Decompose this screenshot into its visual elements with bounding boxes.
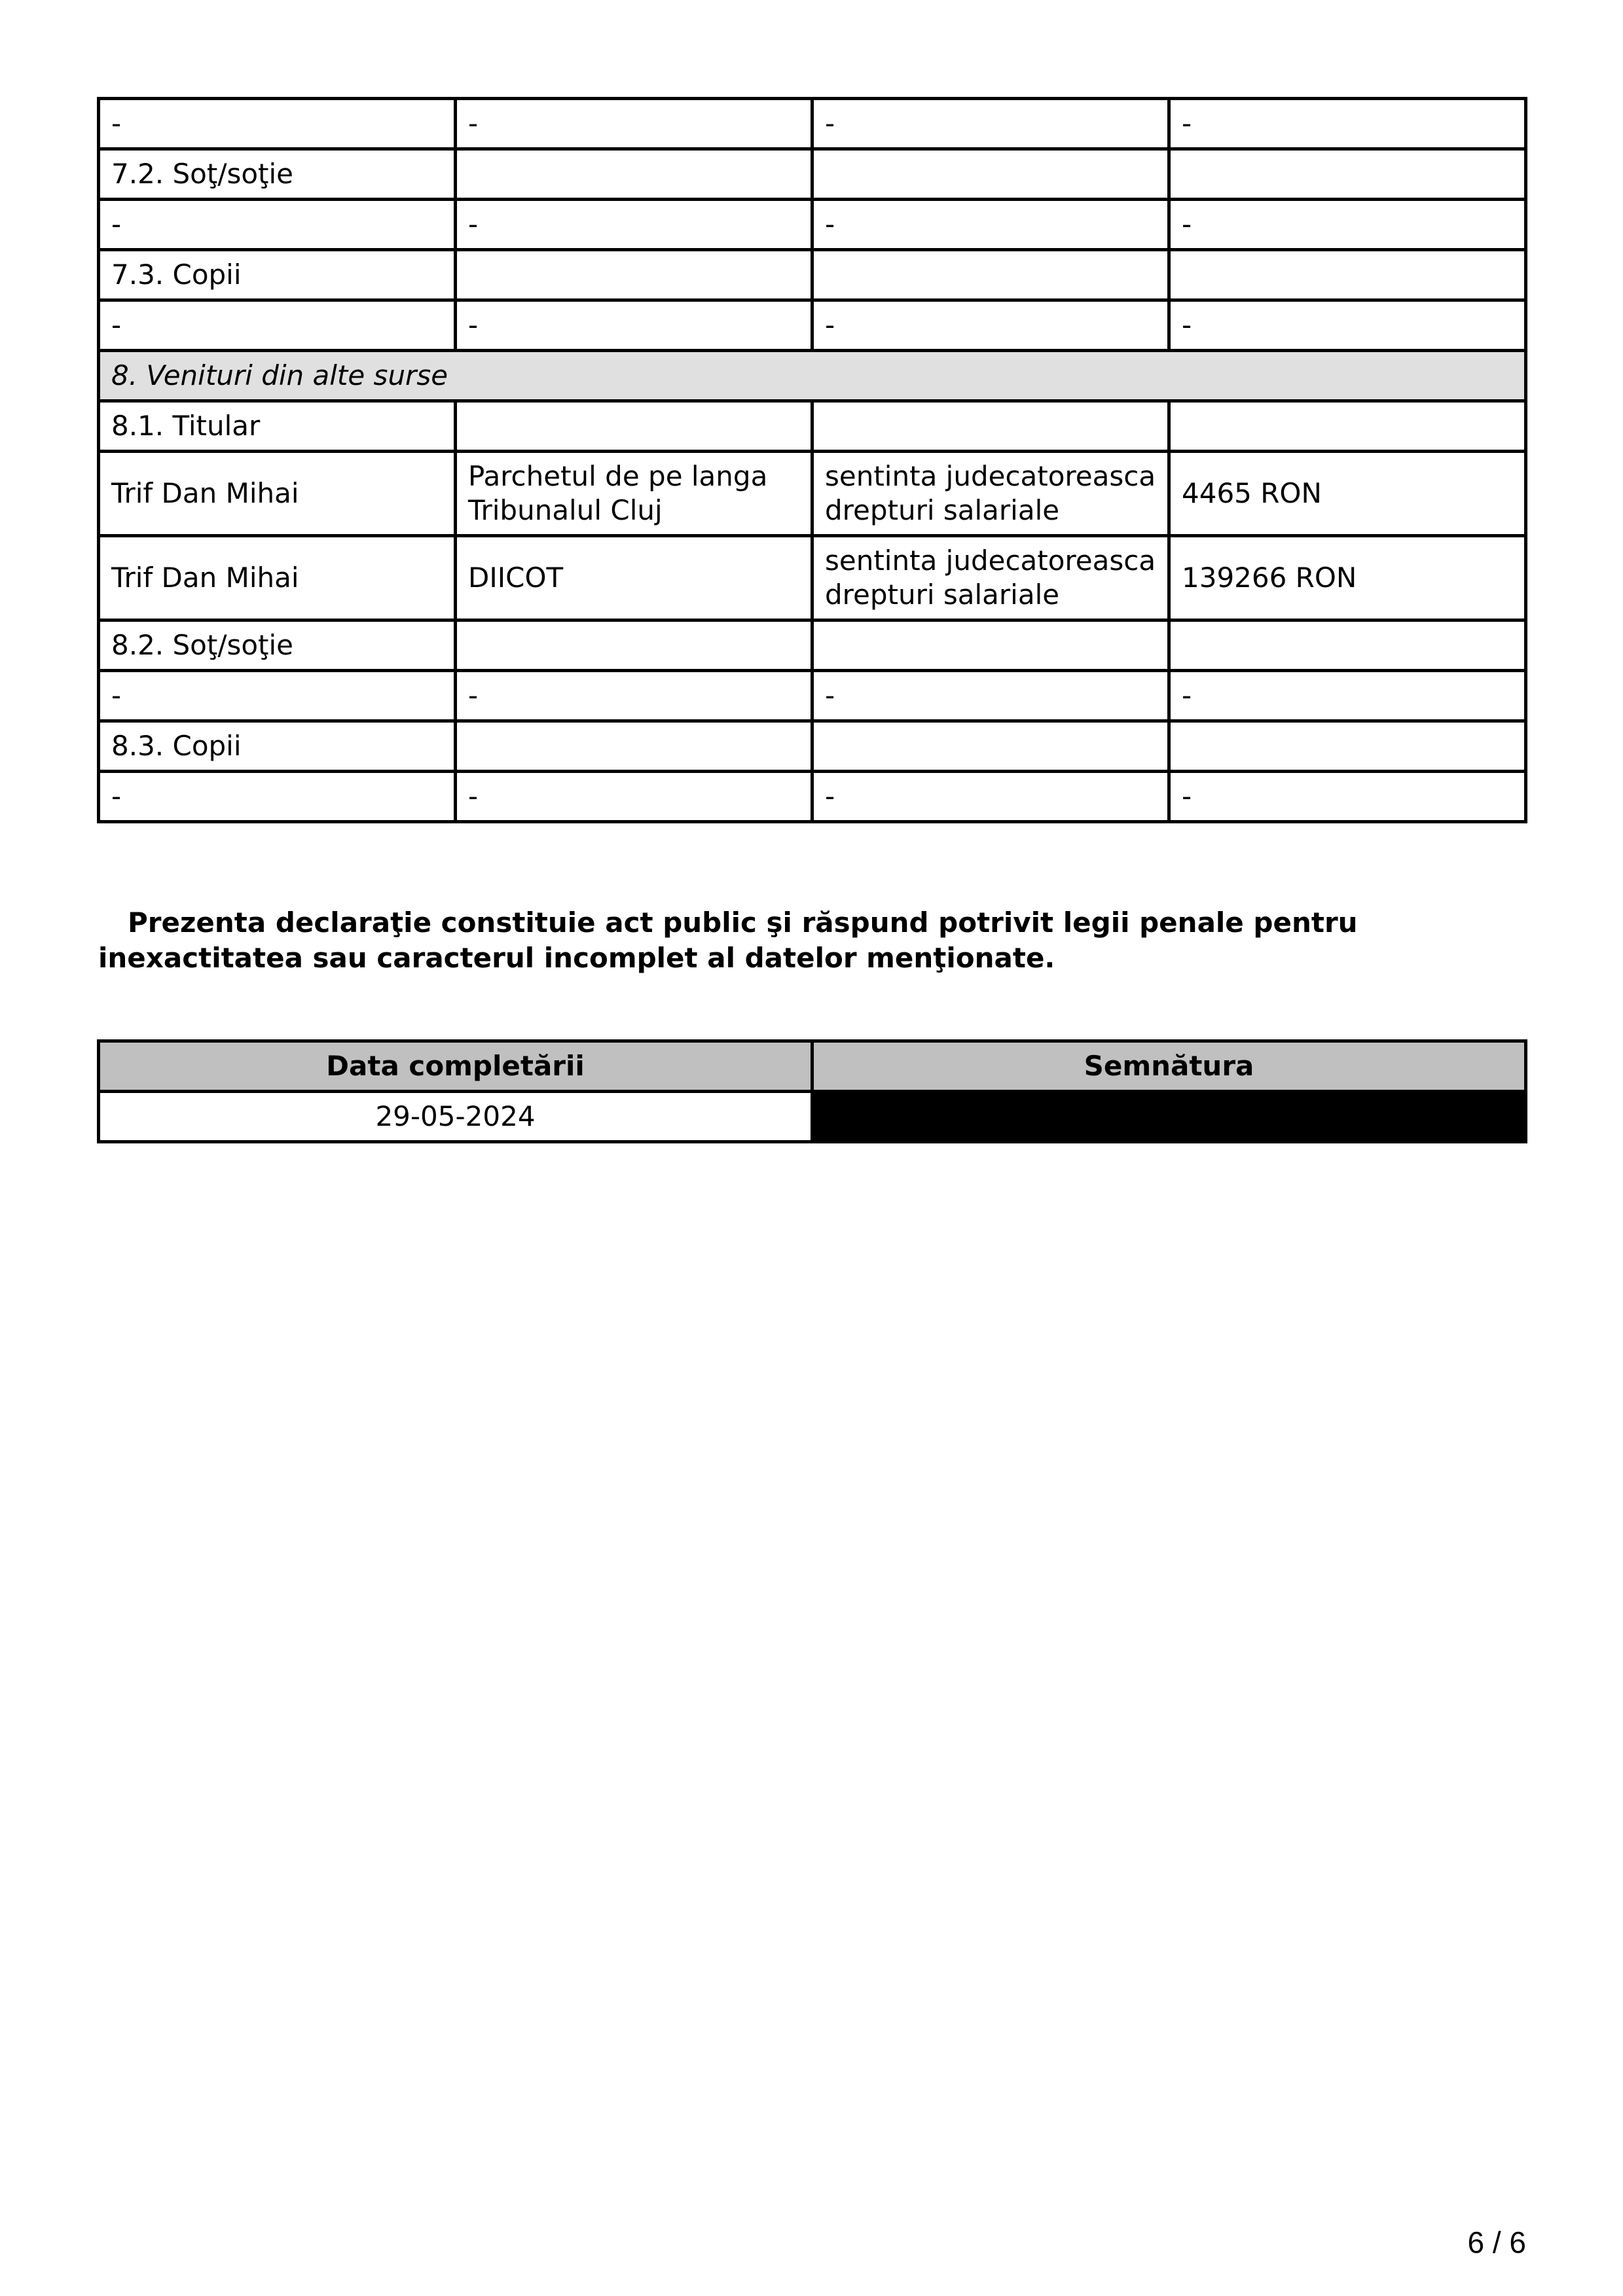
table-cell xyxy=(456,620,812,671)
subsection-row-7-2 xyxy=(99,149,1526,200)
table-row xyxy=(99,536,1526,620)
table-cell: - xyxy=(99,300,456,351)
table-cell: - xyxy=(456,99,812,149)
table-cell xyxy=(456,401,812,452)
table-cell xyxy=(456,721,812,772)
subsection-label: 7.2. Soţ/soţie xyxy=(99,149,456,200)
subsection-row-8-3 xyxy=(99,721,1526,772)
table-cell: - xyxy=(456,671,812,721)
table-cell: - xyxy=(812,99,1169,149)
beneficiary-cell: Trif Dan Mihai xyxy=(99,452,456,536)
table-cell xyxy=(1169,250,1526,300)
table-cell: - xyxy=(812,300,1169,351)
table-cell xyxy=(1169,401,1526,452)
table-cell: - xyxy=(99,200,456,250)
page-number: 6 / 6 xyxy=(1467,2225,1526,2259)
table-cell: - xyxy=(812,671,1169,721)
table-cell xyxy=(812,250,1169,300)
table-cell xyxy=(812,149,1169,200)
table-cell xyxy=(456,149,812,200)
section-heading: 8. Venituri din alte surse xyxy=(99,351,1526,401)
section-row-8 xyxy=(99,351,1526,401)
table-cell: - xyxy=(456,200,812,250)
table-cell: - xyxy=(1169,200,1526,250)
table-cell: - xyxy=(456,772,812,822)
signature-header: Semnătura xyxy=(812,1041,1526,1092)
table-cell xyxy=(1169,721,1526,772)
table-cell: - xyxy=(1169,300,1526,351)
income-table xyxy=(97,97,1527,823)
beneficiary-cell: Trif Dan Mihai xyxy=(99,536,456,620)
table-cell xyxy=(812,401,1169,452)
table-cell xyxy=(1169,620,1526,671)
table-cell: - xyxy=(812,200,1169,250)
service-cell: sentinta judecatoreasca drepturi salariale xyxy=(812,536,1169,620)
table-row xyxy=(99,452,1526,536)
table-cell: - xyxy=(812,772,1169,822)
signature-table-header xyxy=(99,1041,1526,1092)
subsection-label: 8.3. Copii xyxy=(99,721,456,772)
subsection-row-8-1 xyxy=(99,401,1526,452)
redacted-signature xyxy=(812,1092,1526,1142)
signature-table xyxy=(97,1039,1527,1143)
signature-table-row xyxy=(99,1092,1526,1142)
source-cell: Parchetul de pe langa Tribunalul Cluj xyxy=(456,452,812,536)
date-header: Data completării xyxy=(99,1041,812,1092)
table-cell: - xyxy=(1169,99,1526,149)
table-row xyxy=(99,772,1526,822)
table-row xyxy=(99,300,1526,351)
table-cell xyxy=(456,250,812,300)
table-cell xyxy=(812,620,1169,671)
table-cell: - xyxy=(456,300,812,351)
service-cell: sentinta judecatoreasca drepturi salariale xyxy=(812,452,1169,536)
subsection-label: 8.2. Soţ/soţie xyxy=(99,620,456,671)
completion-date: 29-05-2024 xyxy=(99,1092,812,1142)
source-cell: DIICOT xyxy=(456,536,812,620)
subsection-row-8-2 xyxy=(99,620,1526,671)
subsection-label: 8.1. Titular xyxy=(99,401,456,452)
subsection-label: 7.3. Copii xyxy=(99,250,456,300)
declaration-statement: Prezenta declaraţie constituie act public şi răspund potrivit legii penale pentru inexactitatea sau caracterul incomplet al datelor menţionate. xyxy=(98,906,1358,974)
table-cell: - xyxy=(99,772,456,822)
table-cell: - xyxy=(1169,772,1526,822)
table-row xyxy=(99,200,1526,250)
table-row xyxy=(99,671,1526,721)
amount-cell: 139266 RON xyxy=(1169,536,1526,620)
table-row xyxy=(99,99,1526,149)
table-cell: - xyxy=(99,671,456,721)
table-cell xyxy=(1169,149,1526,200)
amount-cell: 4465 RON xyxy=(1169,452,1526,536)
subsection-row-7-3 xyxy=(99,250,1526,300)
table-cell: - xyxy=(99,99,456,149)
table-cell: - xyxy=(1169,671,1526,721)
table-cell xyxy=(812,721,1169,772)
